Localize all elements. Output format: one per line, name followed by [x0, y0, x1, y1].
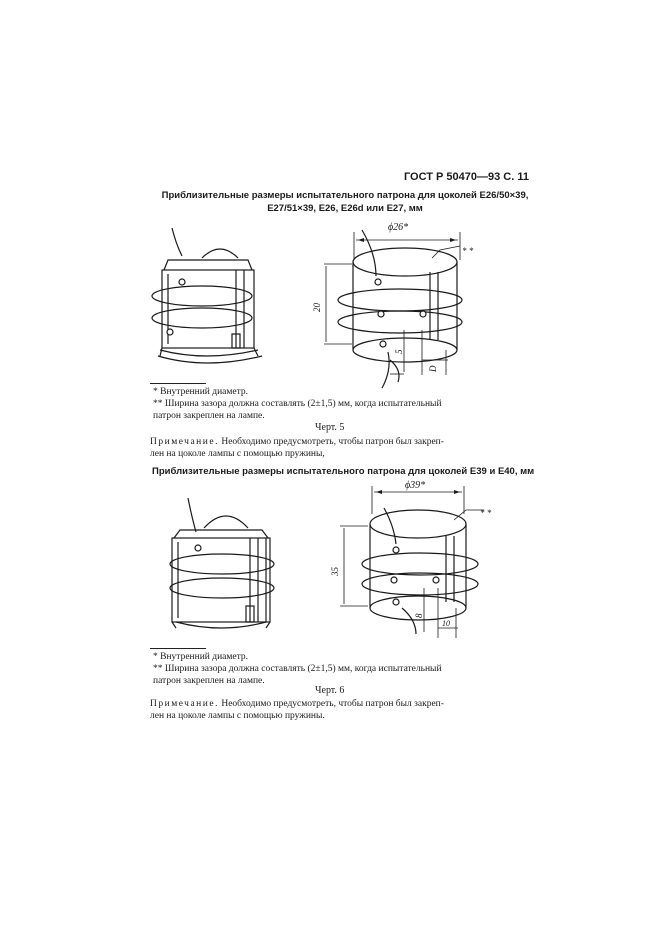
figure6-gap-label: * * — [480, 508, 492, 518]
footnote-divider-2 — [150, 648, 206, 649]
figure5-height-label: 20 — [312, 303, 322, 312]
figure6-diameter-label: ϕ39* — [405, 480, 426, 491]
figure5-title-line2: E27/51×39, E26, E26d или E27, мм — [267, 203, 423, 214]
figure6-width-label: 10 — [442, 619, 450, 628]
figure5-gap-label: * * — [462, 246, 474, 256]
figure5-width-label: D — [428, 365, 438, 372]
figure5-diameter-label: ϕ26* — [388, 222, 409, 233]
figure6-small-dim-label: 8 — [414, 613, 424, 618]
note-text: Необходимо предусмотреть, чтобы патрон был закреп- — [218, 437, 444, 447]
figure6-footnote-2a: ** Ширина зазора должна составлять (2±1,5) мм, когда испытательный — [153, 664, 442, 674]
figure6-footnotes — [153, 651, 533, 687]
figure6-caption: Черт. 6 — [315, 685, 345, 696]
figure6-note-line1 — [150, 698, 540, 710]
figure5-drawing — [140, 210, 540, 390]
figure6-footnote-1: * Внутренний диаметр. — [153, 652, 248, 662]
figure6-drawing — [140, 478, 540, 648]
figure5-note — [150, 436, 540, 460]
figure5-note-line2: лен на цоколе лампы с помощью пружины, — [150, 449, 325, 459]
figure5-note-line1 — [150, 436, 540, 448]
figure6-note-line2: лен на цоколе лампы с помощью пружины. — [150, 711, 325, 721]
figure5-small-dim-label: 5 — [394, 349, 404, 354]
figure5-lamp-with-holder — [152, 228, 262, 363]
figure5-test-holder — [324, 230, 462, 388]
document-reference: ГОСТ Р 50470—93 С. 11 — [403, 171, 529, 183]
figure6-test-holder — [340, 486, 484, 638]
figure5-footnote-2b: патрон закреплен на лампе. — [153, 411, 265, 421]
figure6-note — [150, 698, 540, 722]
figure5-footnotes — [153, 386, 533, 422]
figure6-height-label: 35 — [330, 567, 340, 576]
footnote-divider — [150, 383, 206, 384]
figure6-footnote-2b: патрон закреплен на лампе. — [153, 676, 265, 686]
figure6-lamp-with-holder — [170, 498, 274, 628]
figure5-caption: Черт. 5 — [315, 422, 345, 433]
figure5-footnote-1: * Внутренний диаметр. — [153, 387, 248, 397]
figure5-footnote-2a: ** Ширина зазора должна составлять (2±1,5) мм, когда испытательный — [153, 399, 442, 409]
note-word-2: Примечание. — [150, 699, 219, 709]
note-word: Примечание. — [150, 437, 219, 447]
figure6-title: Приблизительные размеры испытательного патрона для цоколей E39 и E40, мм — [152, 466, 535, 477]
figure5-title-line1: Приблизительные размеры испытательного патрона для цоколей E26/50×39, — [161, 190, 529, 201]
note-text-2: Необходимо предусмотреть, чтобы патрон был закреп- — [218, 699, 444, 709]
